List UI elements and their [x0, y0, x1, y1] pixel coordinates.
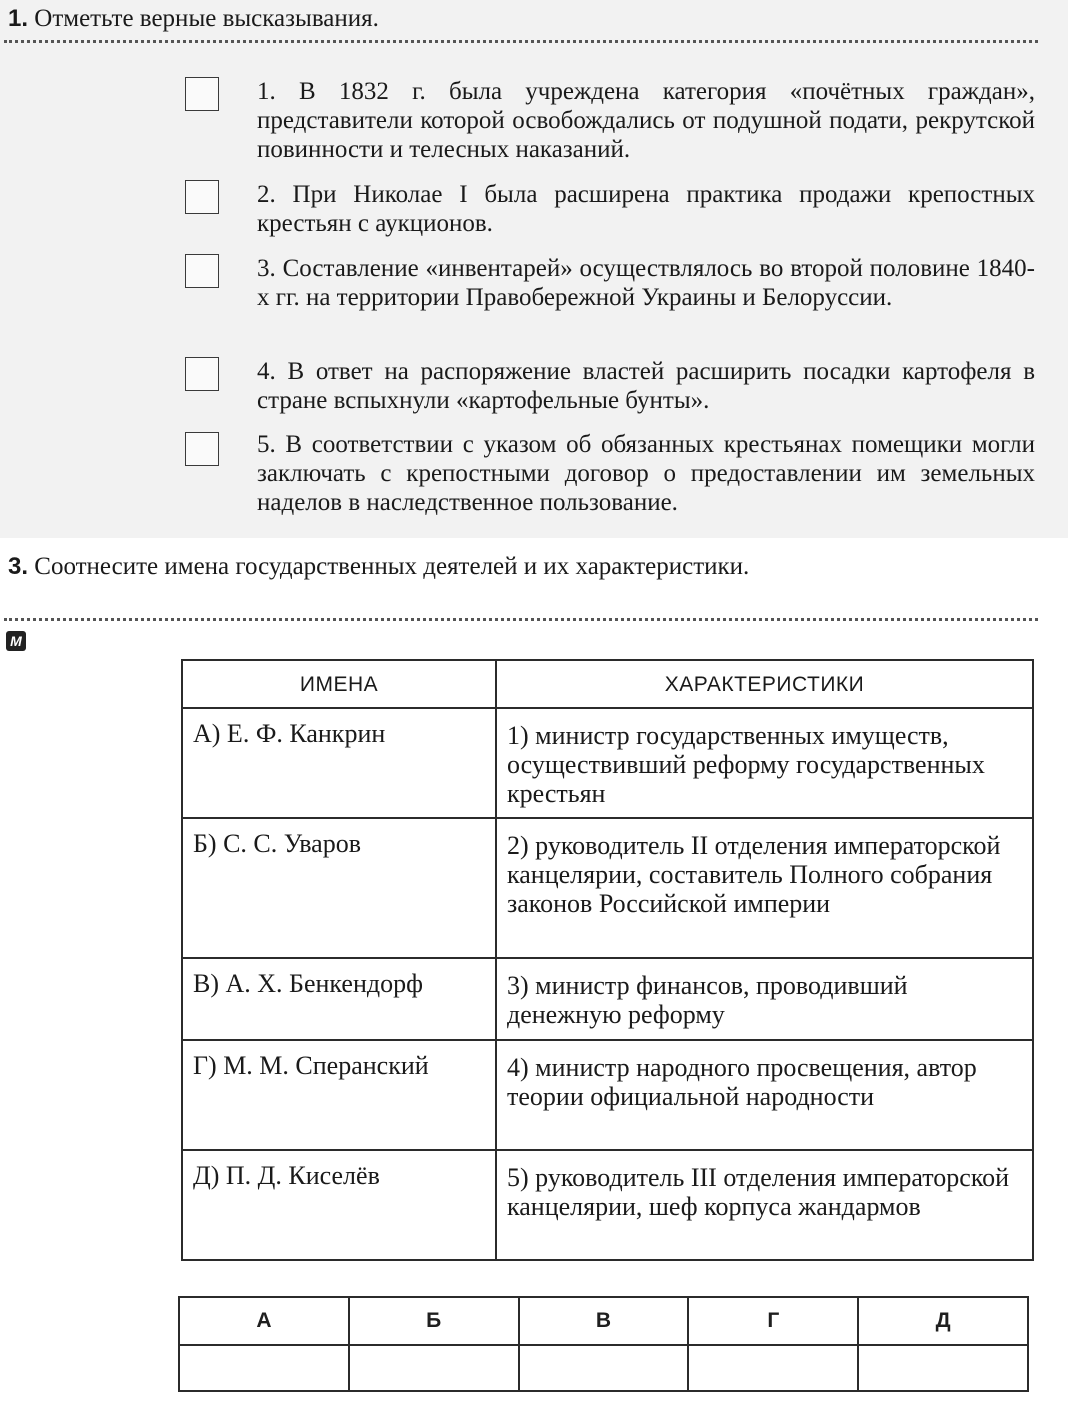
table-header-row: [182, 660, 1033, 708]
answer-header-v: В: [519, 1297, 689, 1345]
statement-checkbox[interactable]: [185, 254, 219, 288]
dotted-divider: [4, 40, 1038, 43]
statement-text: 5. В соответствии с указом об обязанных крестьянах помещики могли заключать с крепостными договор о предоставлении им земельных наделов в наследственное пользование.: [257, 431, 1035, 516]
characteristic-cell: 4) министр народного просвещения, автор теории официальной народности: [496, 1040, 1033, 1150]
statement-text: 3. Составление «инвентарей» осуществлялось во второй половине 1840-х гг. на территории Правобережной Украины и Белоруссии.: [257, 255, 1035, 311]
question-1-title: Отметьте верные высказывания.: [34, 5, 379, 32]
table-row: [182, 818, 1033, 958]
answer-cell-a[interactable]: [179, 1345, 349, 1391]
answer-header-b: Б: [349, 1297, 519, 1345]
answer-header-g: Г: [688, 1297, 858, 1345]
answer-cell-g[interactable]: [688, 1345, 858, 1391]
characteristic-cell: 2) руководитель II отделения императорской канцелярии, составитель Полного собрания законов Российской империи: [496, 818, 1033, 958]
m-badge-icon: М: [6, 631, 26, 651]
question-3-section: [0, 538, 1068, 1425]
statement-text: 2. При Николае I была расширена практика продажи крепостных крестьян с аукционов.: [257, 181, 1035, 237]
answer-cell-b[interactable]: [349, 1345, 519, 1391]
characteristics-column-header: ХАРАКТЕРИСТИКИ: [496, 660, 1033, 708]
question-1-section: [0, 0, 1068, 538]
answer-table: [178, 1296, 1029, 1392]
statement-checkbox[interactable]: [185, 77, 219, 111]
table-row: [182, 708, 1033, 818]
characteristic-cell: 5) руководитель III отделения императорской канцелярии, шеф корпуса жандармов: [496, 1150, 1033, 1260]
characteristic-cell: 3) министр финансов, проводивший денежную реформу: [496, 958, 1033, 1040]
question-3-heading: [8, 552, 868, 581]
names-column-header: ИМЕНА: [182, 660, 496, 708]
answer-header-a: А: [179, 1297, 349, 1345]
statement-text: 4. В ответ на распоряжение властей расширить посадки картофеля в стране вспыхнули «картофельные бунты».: [257, 358, 1035, 414]
name-cell: Д) П. Д. Киселёв: [182, 1150, 496, 1260]
statement-checkbox[interactable]: [185, 357, 219, 391]
dotted-divider: [4, 618, 1038, 621]
name-cell: Б) С. С. Уваров: [182, 818, 496, 958]
question-1-number: 1.: [8, 5, 29, 32]
name-cell: А) Е. Ф. Канкрин: [182, 708, 496, 818]
question-3-number: 3.: [8, 553, 29, 580]
statement-text: 1. В 1832 г. была учреждена категория «почётных граждан», представители которой освобождались от подушной подати, рекрутской повинности и телесных наказаний.: [257, 78, 1035, 163]
name-cell: В) А. Х. Бенкендорф: [182, 958, 496, 1040]
answer-header-row: [179, 1297, 1028, 1345]
answer-input-row: [179, 1345, 1028, 1391]
question-3-title: Соотнесите имена государственных деятелей и их характеристики.: [34, 553, 750, 580]
table-row: [182, 1040, 1033, 1150]
question-1-heading: [8, 4, 379, 33]
statement-checkbox[interactable]: [185, 432, 219, 466]
characteristic-cell: 1) министр государственных имуществ, осуществивший реформу государственных крестьян: [496, 708, 1033, 818]
statement-checkbox[interactable]: [185, 180, 219, 214]
answer-cell-v[interactable]: [519, 1345, 689, 1391]
answer-header-d: Д: [858, 1297, 1028, 1345]
matching-table: [181, 659, 1034, 1261]
answer-cell-d[interactable]: [858, 1345, 1028, 1391]
name-cell: Г) М. М. Сперанский: [182, 1040, 496, 1150]
table-row: [182, 1150, 1033, 1260]
table-row: [182, 958, 1033, 1040]
